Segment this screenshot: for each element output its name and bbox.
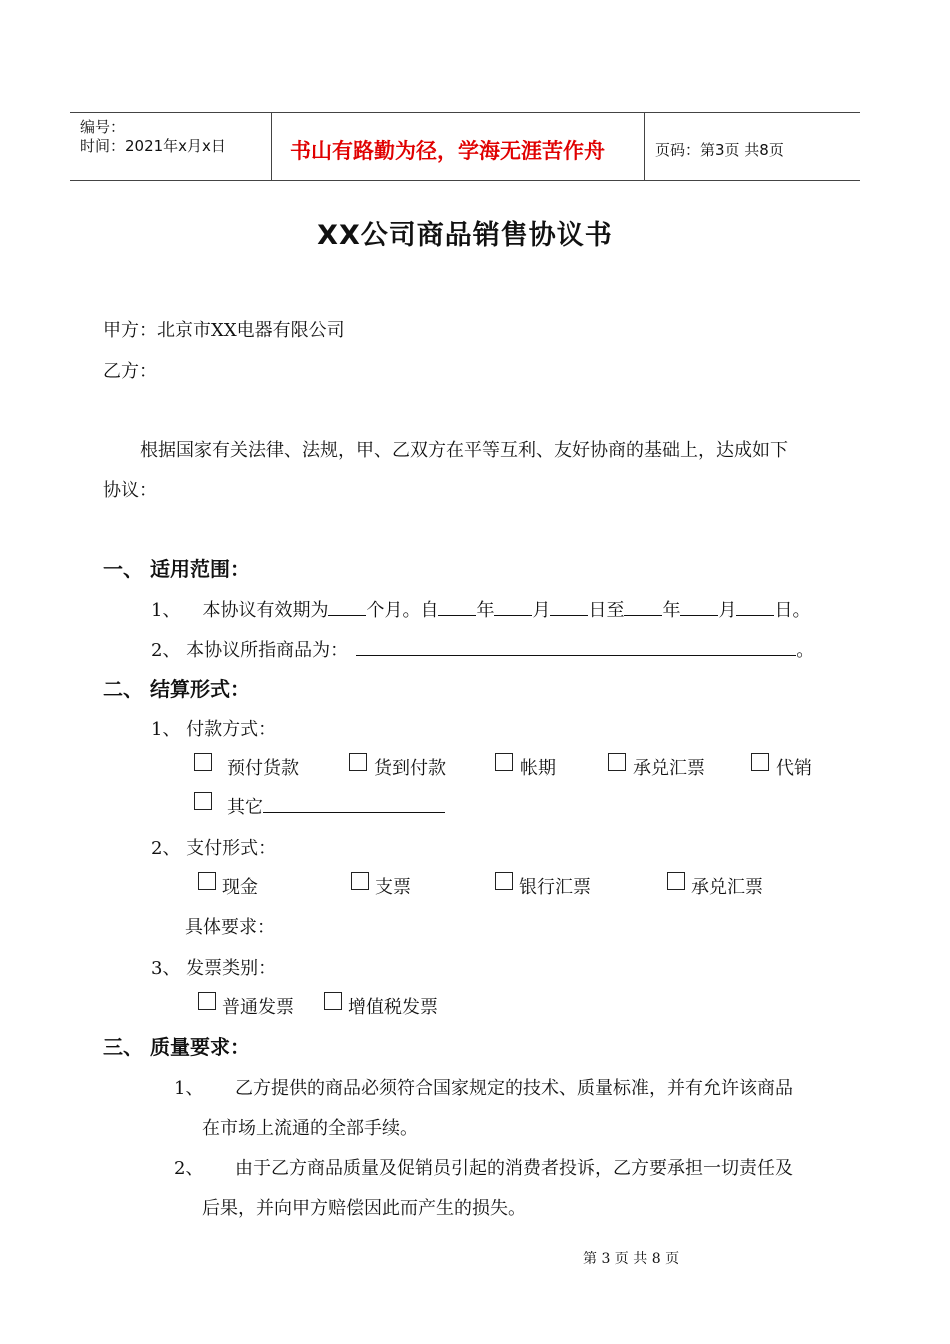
validity-text: 本协议有效期为 bbox=[202, 600, 329, 621]
option-cod: 货到付款 bbox=[374, 758, 446, 779]
section-2-heading: 二、 结算形式： bbox=[103, 677, 250, 701]
quality-item-1-line-2: 在市场上流通的全部手续。 bbox=[202, 1118, 418, 1139]
checkbox-cod[interactable] bbox=[349, 753, 367, 771]
option-consignment: 代销 bbox=[776, 758, 812, 779]
header-bottom-border bbox=[70, 180, 860, 181]
invoice-type-label: 3、 发票类别： bbox=[151, 958, 277, 979]
quality-item-1-number: 1、 bbox=[174, 1078, 204, 1099]
header-divider-1 bbox=[271, 112, 272, 180]
option-vat-invoice: 增值税发票 bbox=[348, 997, 438, 1018]
checkbox-check[interactable] bbox=[351, 872, 369, 890]
checkbox-other[interactable] bbox=[194, 792, 212, 810]
option-acceptance-bill: 承兑汇票 bbox=[691, 877, 763, 898]
quality-item-1-line-1: 乙方提供的商品必须符合国家规定的技术、质量标准，并有允许该商品 bbox=[235, 1078, 793, 1099]
intro-line-1: 根据国家有关法律、法规，甲、乙双方在平等互利、友好协商的基础上，达成如下 bbox=[140, 440, 788, 461]
header-top-border bbox=[70, 112, 860, 113]
end-day-blank[interactable] bbox=[736, 597, 774, 616]
end-year-blank[interactable] bbox=[624, 597, 662, 616]
checkbox-ordinary-invoice[interactable] bbox=[198, 992, 216, 1010]
option-check: 支票 bbox=[375, 877, 411, 898]
option-other bbox=[227, 793, 445, 819]
section-3-heading: 三、 质量要求： bbox=[103, 1035, 250, 1059]
specific-requirements: 具体要求： bbox=[185, 917, 275, 938]
option-prepay: 预付货款 bbox=[227, 758, 299, 779]
section-1-heading: 一、 适用范围： bbox=[103, 557, 250, 581]
party-b: 乙方： bbox=[103, 361, 157, 382]
goods-blank[interactable] bbox=[356, 637, 796, 656]
option-bank-draft: 银行汇票 bbox=[519, 877, 591, 898]
quality-item-2-number: 2、 bbox=[174, 1158, 204, 1179]
page-code: 页码：第3页 共8页 bbox=[655, 141, 784, 159]
checkbox-acceptance-draft[interactable] bbox=[608, 753, 626, 771]
payment-method-label: 1、 付款方式： bbox=[151, 719, 277, 740]
goods-label: 2、 本协议所指商品为： bbox=[151, 640, 349, 661]
other-blank[interactable] bbox=[263, 794, 445, 813]
checkbox-consignment[interactable] bbox=[751, 753, 769, 771]
section-1-item-2 bbox=[151, 636, 814, 662]
option-acceptance-draft: 承兑汇票 bbox=[633, 758, 705, 779]
month-label: 月 bbox=[532, 600, 551, 621]
option-ordinary-invoice: 普通发票 bbox=[222, 997, 294, 1018]
start-year-blank[interactable] bbox=[438, 597, 476, 616]
day-label-end: 日。 bbox=[774, 600, 811, 621]
section-1-item-1 bbox=[151, 596, 810, 622]
checkbox-credit-term[interactable] bbox=[495, 753, 513, 771]
checkbox-cash[interactable] bbox=[198, 872, 216, 890]
intro-line-2: 协议： bbox=[103, 480, 157, 501]
page-footer: 第 3 页 共 8 页 bbox=[583, 1251, 680, 1267]
checkbox-vat-invoice[interactable] bbox=[324, 992, 342, 1010]
option-cash: 现金 bbox=[222, 877, 258, 898]
quality-item-2-line-1: 由于乙方商品质量及促销员引起的消费者投诉，乙方要承担一切责任及 bbox=[235, 1158, 793, 1179]
end-month-blank[interactable] bbox=[680, 597, 718, 616]
checkbox-acceptance-bill[interactable] bbox=[667, 872, 685, 890]
start-month-blank[interactable] bbox=[494, 597, 532, 616]
checkbox-prepay[interactable] bbox=[194, 753, 212, 771]
option-other-label: 其它 bbox=[227, 797, 263, 818]
document-title: XX公司商品销售协议书 bbox=[317, 220, 613, 251]
quality-item-2-line-2: 后果，并向甲方赔偿因此而产生的损失。 bbox=[202, 1198, 526, 1219]
goods-end: 。 bbox=[796, 640, 815, 661]
year-label: 年 bbox=[476, 600, 495, 621]
doc-time: 时间：2021年x月x日 bbox=[80, 137, 226, 155]
months-blank[interactable] bbox=[328, 597, 366, 616]
party-a: 甲方：北京市XX电器有限公司 bbox=[103, 320, 345, 341]
day-to-label: 日至 bbox=[588, 600, 625, 621]
validity-text-2: 个月。自 bbox=[366, 600, 439, 621]
checkbox-bank-draft[interactable] bbox=[495, 872, 513, 890]
doc-number-label: 编号： bbox=[80, 118, 126, 136]
item-number: 1、 bbox=[151, 600, 181, 621]
start-day-blank[interactable] bbox=[550, 597, 588, 616]
header-motto: 书山有路勤为径，学海无涯苦作舟 bbox=[290, 139, 605, 163]
header-divider-2 bbox=[644, 112, 645, 180]
year-label-2: 年 bbox=[662, 600, 681, 621]
month-label-2: 月 bbox=[718, 600, 737, 621]
option-credit-term: 帐期 bbox=[520, 758, 556, 779]
payment-form-label: 2、 支付形式： bbox=[151, 838, 277, 859]
